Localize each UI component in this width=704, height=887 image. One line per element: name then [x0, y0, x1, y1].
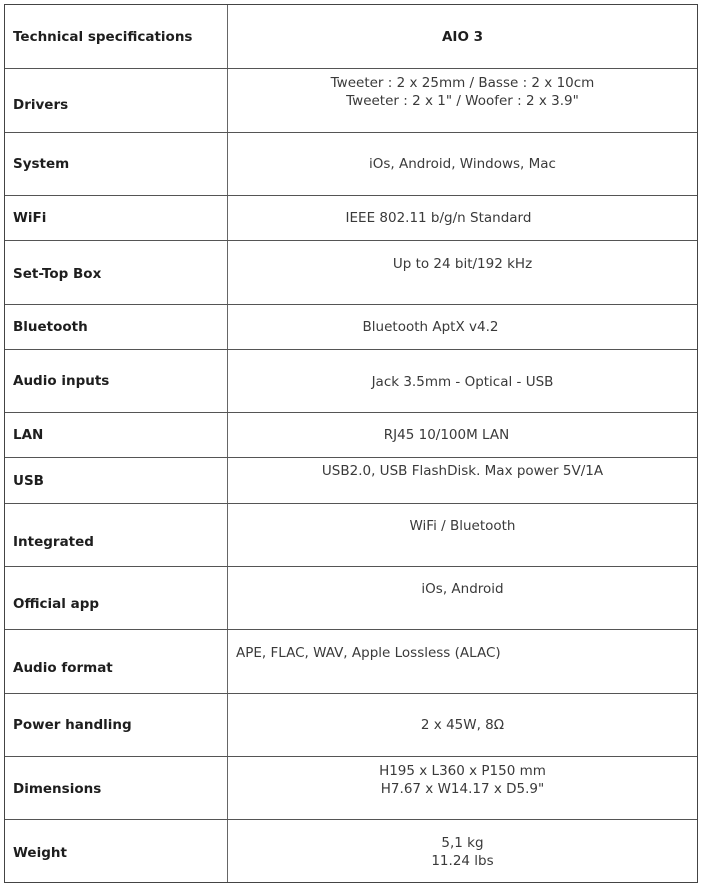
row-value	[228, 305, 697, 349]
table-row-system	[5, 132, 697, 195]
value-line: H195 x L360 x P150 mm	[379, 763, 546, 779]
value-line: RJ45 10/100M LAN	[383, 427, 510, 443]
value-line: Tweeter : 2 x 25mm / Basse : 2 x 10cm	[330, 75, 595, 91]
row-label: WiFi	[5, 196, 228, 240]
table-row-weight	[5, 819, 697, 882]
value-line: Jack 3.5mm - Optical - USB	[371, 374, 554, 390]
value-line: WiFi / Bluetooth	[409, 518, 516, 534]
row-label: System	[5, 133, 228, 195]
value-line: IEEE 802.11 b/g/n Standard	[345, 210, 532, 226]
table-row-integrated	[5, 503, 697, 566]
table-row-lan	[5, 412, 697, 457]
table-row-wifi	[5, 195, 697, 240]
table-row-set-top-box	[5, 240, 697, 304]
table-row-usb	[5, 457, 697, 503]
table-row-bluetooth	[5, 304, 697, 349]
product-name: AIO 3	[441, 29, 484, 45]
row-label: Audio format	[5, 630, 228, 693]
header-label: Technical specifications	[5, 5, 228, 68]
row-label: Audio inputs	[5, 350, 228, 412]
row-label: Integrated	[5, 504, 228, 566]
value-line: iOs, Android	[421, 581, 504, 597]
table-row-audio-inputs	[5, 349, 697, 412]
row-value	[228, 820, 697, 882]
row-value	[228, 241, 697, 304]
row-label: Weight	[5, 820, 228, 882]
row-label: USB	[5, 458, 228, 503]
value-line: Tweeter : 2 x 1" / Woofer : 2 x 3.9"	[346, 93, 579, 109]
value-line: USB2.0, USB FlashDisk. Max power 5V/1A	[321, 463, 604, 479]
table-row-drivers	[5, 68, 697, 132]
row-label: Drivers	[5, 69, 228, 132]
table-row-power-handling	[5, 693, 697, 756]
row-label: Bluetooth	[5, 305, 228, 349]
row-value	[228, 567, 697, 629]
row-value	[228, 350, 697, 412]
value-line: Bluetooth AptX v4.2	[362, 319, 499, 335]
row-value	[228, 458, 697, 503]
row-value	[228, 69, 697, 132]
row-value	[228, 694, 697, 756]
value-line: 11.24 lbs	[431, 853, 494, 869]
row-label: Set-Top Box	[5, 241, 228, 304]
value-line: 2 x 45W, 8Ω	[420, 717, 505, 733]
row-value	[228, 757, 697, 819]
value-line: iOs, Android, Windows, Mac	[369, 156, 556, 172]
table-header-row	[5, 5, 697, 68]
table-row-dimensions	[5, 756, 697, 819]
row-label: Dimensions	[5, 757, 228, 819]
row-value	[228, 133, 697, 195]
row-value	[228, 504, 697, 566]
row-value	[228, 196, 697, 240]
value-line: APE, FLAC, WAV, Apple Lossless (ALAC)	[236, 645, 501, 661]
value-line: 5,1 kg	[441, 835, 484, 851]
value-line: H7.67 x W14.17 x D5.9"	[380, 781, 545, 797]
value-line: Up to 24 bit/192 kHz	[392, 256, 533, 272]
table-row-audio-format	[5, 629, 697, 693]
specifications-table	[4, 4, 698, 883]
row-value	[228, 413, 697, 457]
header-value-cell	[228, 5, 697, 68]
table-row-official-app	[5, 566, 697, 629]
row-label: LAN	[5, 413, 228, 457]
row-value	[228, 630, 697, 693]
row-label: Official app	[5, 567, 228, 629]
row-label: Power handling	[5, 694, 228, 756]
